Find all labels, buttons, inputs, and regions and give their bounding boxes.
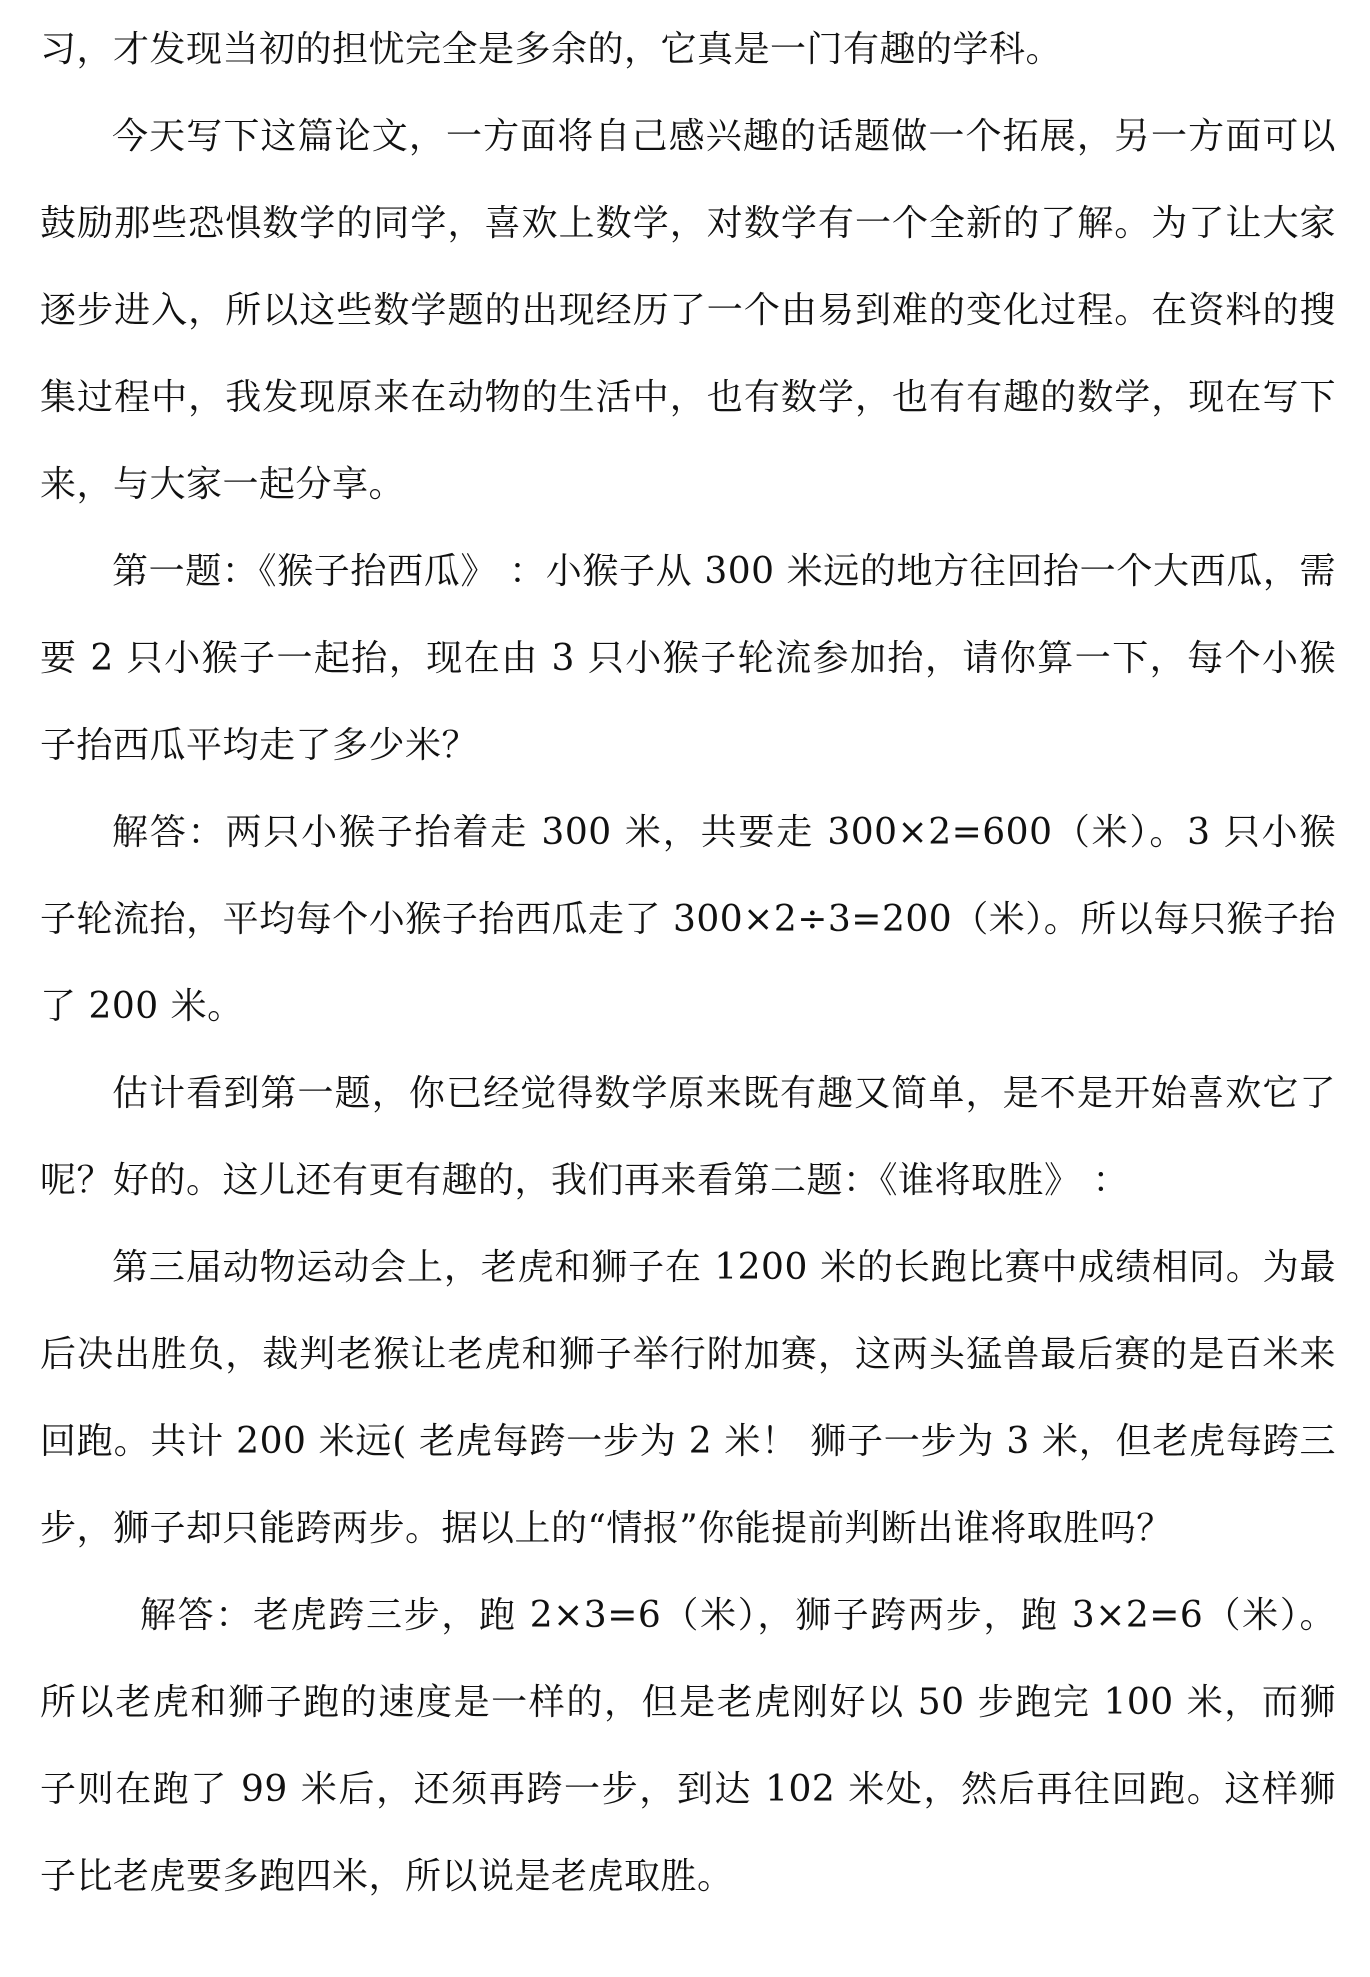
paragraph-problem-1: 第一题：《猴子抬西瓜》 ：小猴子从 300 米远的地方往回抬一个大西瓜，需要 2 只小猴子一起抬，现在由 3 只小猴子轮流参加抬，请你算一下，每个小猴子抬西瓜平均走了多少米？: [40, 551, 1336, 766]
paragraph-transition: 估计看到第一题，你已经觉得数学原来既有趣又简单，是不是开始喜欢它了呢？好的。这儿还有更有趣的，我们再来看第二题：《谁将取胜》 ：: [40, 1073, 1336, 1201]
paragraph-intro-continuation: 习，才发现当初的担忧完全是多余的，它真是一门有趣的学科。: [40, 29, 1063, 70]
paragraph-purpose: 今天写下这篇论文，一方面将自己感兴趣的话题做一个拓展，另一方面可以鼓励那些恐惧数学的同学，喜欢上数学，对数学有一个全新的了解。为了让大家逐步进入，所以这些数学题的出现经历了一个由易到难的变化过程。在资料的搜集过程中，我发现原来在动物的生活中，也有数学，也有有趣的数学，现在写下来，与大家一起分享。: [40, 116, 1336, 505]
paragraph-problem-2: 第三届动物运动会上，老虎和狮子在 1200 米的长跑比赛中成绩相同。为最后决出胜负，裁判老猴让老虎和狮子举行附加赛，这两头猛兽最后赛的是百米来回跑。共计 200 米远( 老虎每跨一步为 2 米！ 狮子一步为 3 米，但老虎每跨三步，狮子却只能跨两步。据以上的“情报”你能提前判断出谁将取胜吗？: [40, 1247, 1336, 1549]
document-page: [40, 0, 1336, 1977]
paragraph-answer-2: 解答：老虎跨三步，跑 2×3=6（米），狮子跨两步，跑 3×2=6（米）。所以老虎和狮子跑的速度是一样的，但是老虎刚好以 50 步跑完 100 米，而狮子则在跑了 99 米后，还须再跨一步，到达 102 米处，然后再往回跑。这样狮子比老虎要多跑四米，所以说是老虎取胜。: [40, 1595, 1336, 1897]
paragraph-answer-1: 解答：两只小猴子抬着走 300 米，共要走 300×2=600（米）。3 只小猴子轮流抬，平均每个小猴子抬西瓜走了 300×2÷3=200（米）。所以每只猴子抬了 200 米。: [40, 812, 1336, 1027]
